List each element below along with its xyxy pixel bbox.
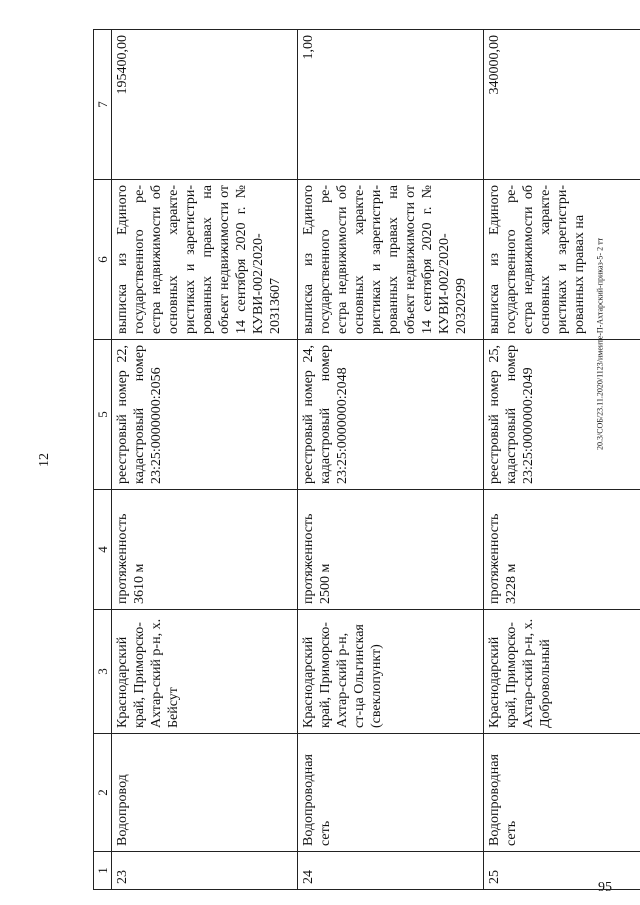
row-number: 24	[298, 852, 484, 890]
property-table	[93, 29, 640, 890]
object-address: Краснодарский край, Приморско-Ахтар-ский р-н, ст-ца Ольгинская (свеклопункт)	[298, 610, 484, 734]
object-value: 1,00	[298, 30, 484, 180]
document-info: выписка из Единого государственного ре-естра недвижимости об основных характе-ристиках и зарегистри-рованных правах на объект недвижимости от 14 сентября 2020 г. № КУВИ-002/2020-20313607	[112, 180, 298, 340]
col-header-4: 4	[94, 490, 112, 610]
object-name: Водопроводная сеть	[298, 734, 484, 852]
table-row	[298, 30, 484, 890]
registry-info: реестровый номер 25, кадастровый номер 23:25:0000000:2049	[484, 340, 640, 490]
table-row	[112, 30, 298, 890]
object-name: Водопровод	[112, 734, 298, 852]
page-number-bottom: 95	[598, 880, 612, 895]
document-code: 20.3/СОБ/23.11.2020/1123/имеите-П-Ахтарский-приказ-5- 2 тт	[595, 237, 605, 450]
page-number-top: 12	[37, 453, 52, 467]
object-length: протяженность 3228 м	[484, 490, 640, 610]
object-name: Водопроводная сеть	[484, 734, 640, 852]
col-header-2: 2	[94, 734, 112, 852]
header-row	[94, 30, 112, 890]
col-header-5: 5	[94, 340, 112, 490]
object-address: Краснодарский край, Приморско-Ахтар-ский р-н, х. Бейсут	[112, 610, 298, 734]
document-info: выписка из Единого государственного ре-естра недвижимости об основных характе-ристиках и зарегистри-рованных правах на объект недвижимости от 14 сентября 2020 г. № КУВИ-002/2020-20320299	[298, 180, 484, 340]
object-value: 340000,00	[484, 30, 640, 180]
document-info: выписка из Единого государственного ре-естра недвижимости об основных характе-ристиках и зарегистри-рованных правах на	[484, 180, 640, 340]
registry-info: реестровый номер 22, кадастровый номер 23:25:0000000:2056	[112, 340, 298, 490]
col-header-3: 3	[94, 610, 112, 734]
col-header-6: 6	[94, 180, 112, 340]
registry-info: реестровый номер 24, кадастровый номер 23:25:0000000:2048	[298, 340, 484, 490]
rotated-table-container	[93, 30, 593, 890]
col-header-7: 7	[94, 30, 112, 180]
col-header-1: 1	[94, 852, 112, 890]
object-length: протяженность 3610 м	[112, 490, 298, 610]
table-row	[484, 30, 640, 890]
row-number: 23	[112, 852, 298, 890]
object-address: Краснодарский край, Приморско-Ахтар-ский р-н, х. Добровольный	[484, 610, 640, 734]
object-length: протяженность 2500 м	[298, 490, 484, 610]
row-number: 25	[484, 852, 640, 890]
object-value: 195400,00	[112, 30, 298, 180]
